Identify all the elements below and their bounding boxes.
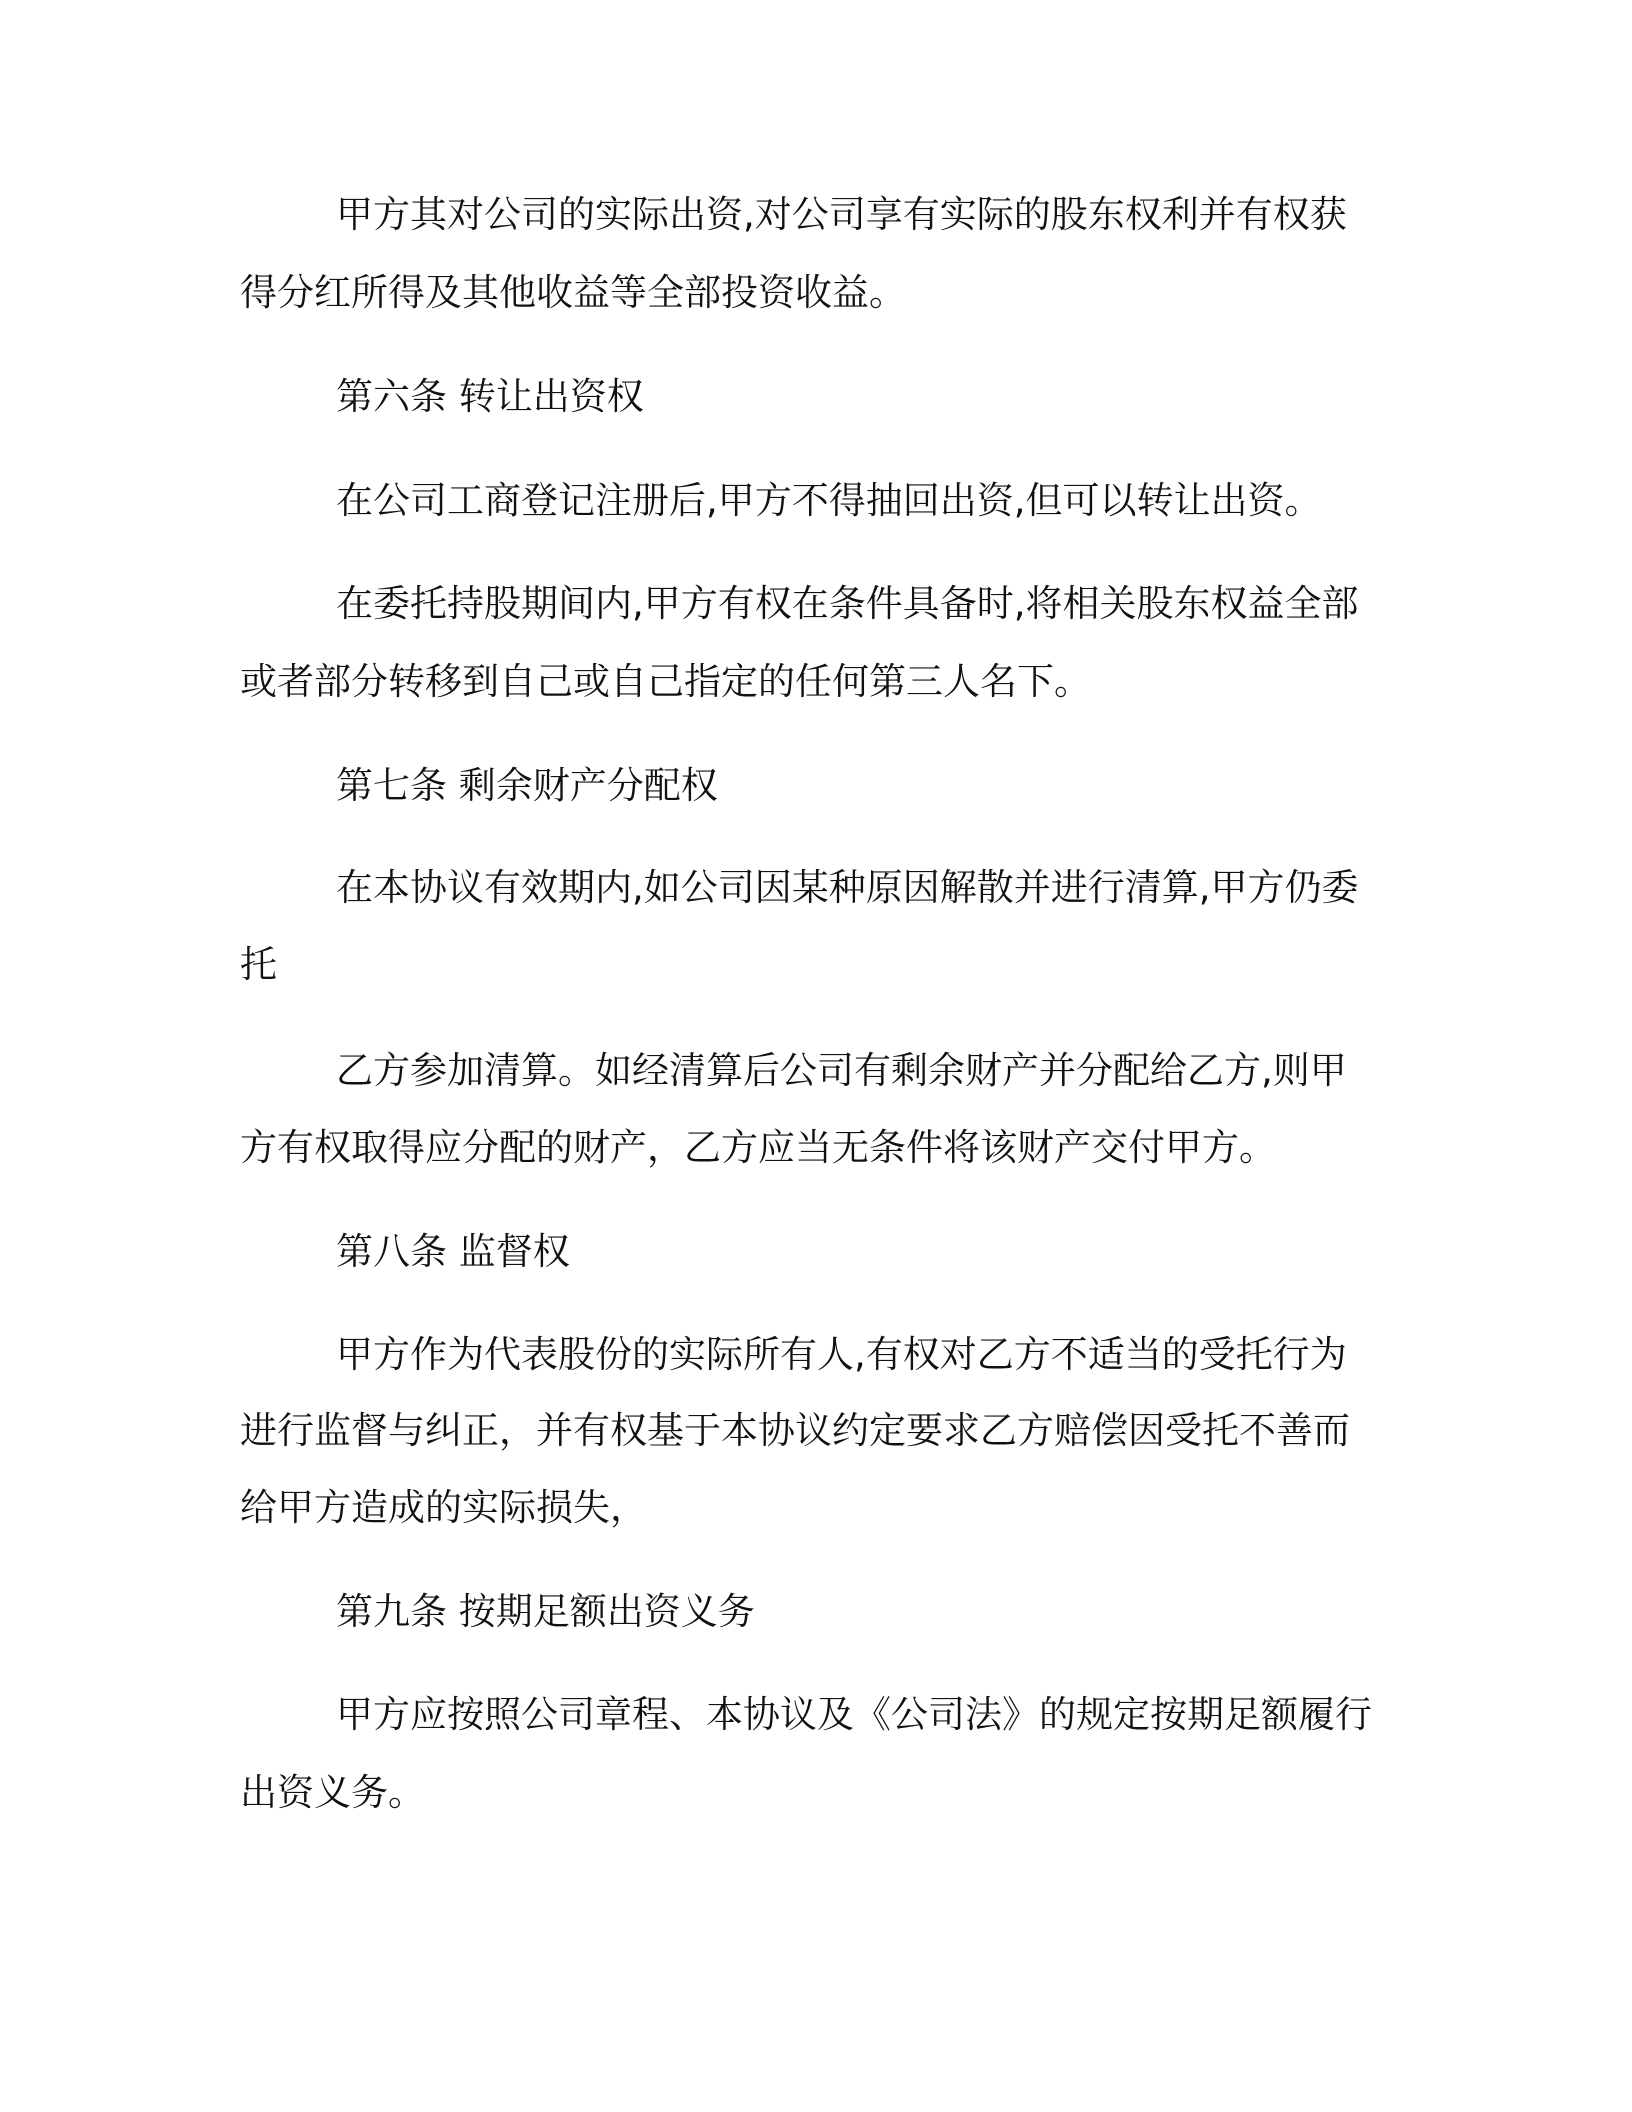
article-heading: 第八条 监督权 <box>336 1230 570 1273</box>
paragraph-line: 乙方参加清算。如经清算后公司有剩余财产并分配给乙方,则甲 <box>336 1049 1347 1092</box>
paragraph-line: 甲方作为代表股份的实际所有人,有权对乙方不适当的受托行为 <box>336 1333 1347 1376</box>
article-heading: 第六条 转让出资权 <box>336 375 644 418</box>
paragraph-line: 甲方其对公司的实际出资,对公司享有实际的股东权利并有权获 <box>336 193 1347 236</box>
paragraph-line: 在本协议有效期内,如公司因某种原因解散并进行清算,甲方仍委 <box>336 866 1359 909</box>
paragraph-line: 在委托持股期间内,甲方有权在条件具备时,将相关股东权益全部 <box>336 582 1359 625</box>
paragraph-line: 出资义务。 <box>240 1771 425 1814</box>
paragraph-line: 或者部分转移到自己或自己指定的任何第三人名下。 <box>240 660 1091 703</box>
paragraph-line: 进行监督与纠正，并有权基于本协议约定要求乙方赔偿因受托不善而 <box>240 1409 1350 1452</box>
article-heading: 第七条 剩余财产分配权 <box>336 764 718 807</box>
paragraph-line: 给甲方造成的实际损失， <box>240 1486 647 1529</box>
article-heading: 第九条 按期足额出资义务 <box>336 1590 755 1633</box>
paragraph-line: 方有权取得应分配的财产，乙方应当无条件将该财产交付甲方。 <box>240 1126 1276 1169</box>
paragraph-line: 甲方应按照公司章程、本协议及《公司法》的规定按期足额履行 <box>336 1693 1372 1736</box>
paragraph-line: 在公司工商登记注册后,甲方不得抽回出资,但可以转让出资。 <box>336 479 1322 522</box>
paragraph-line: 得分红所得及其他收益等全部投资收益。 <box>240 271 906 314</box>
paragraph-line: 托 <box>240 943 277 986</box>
